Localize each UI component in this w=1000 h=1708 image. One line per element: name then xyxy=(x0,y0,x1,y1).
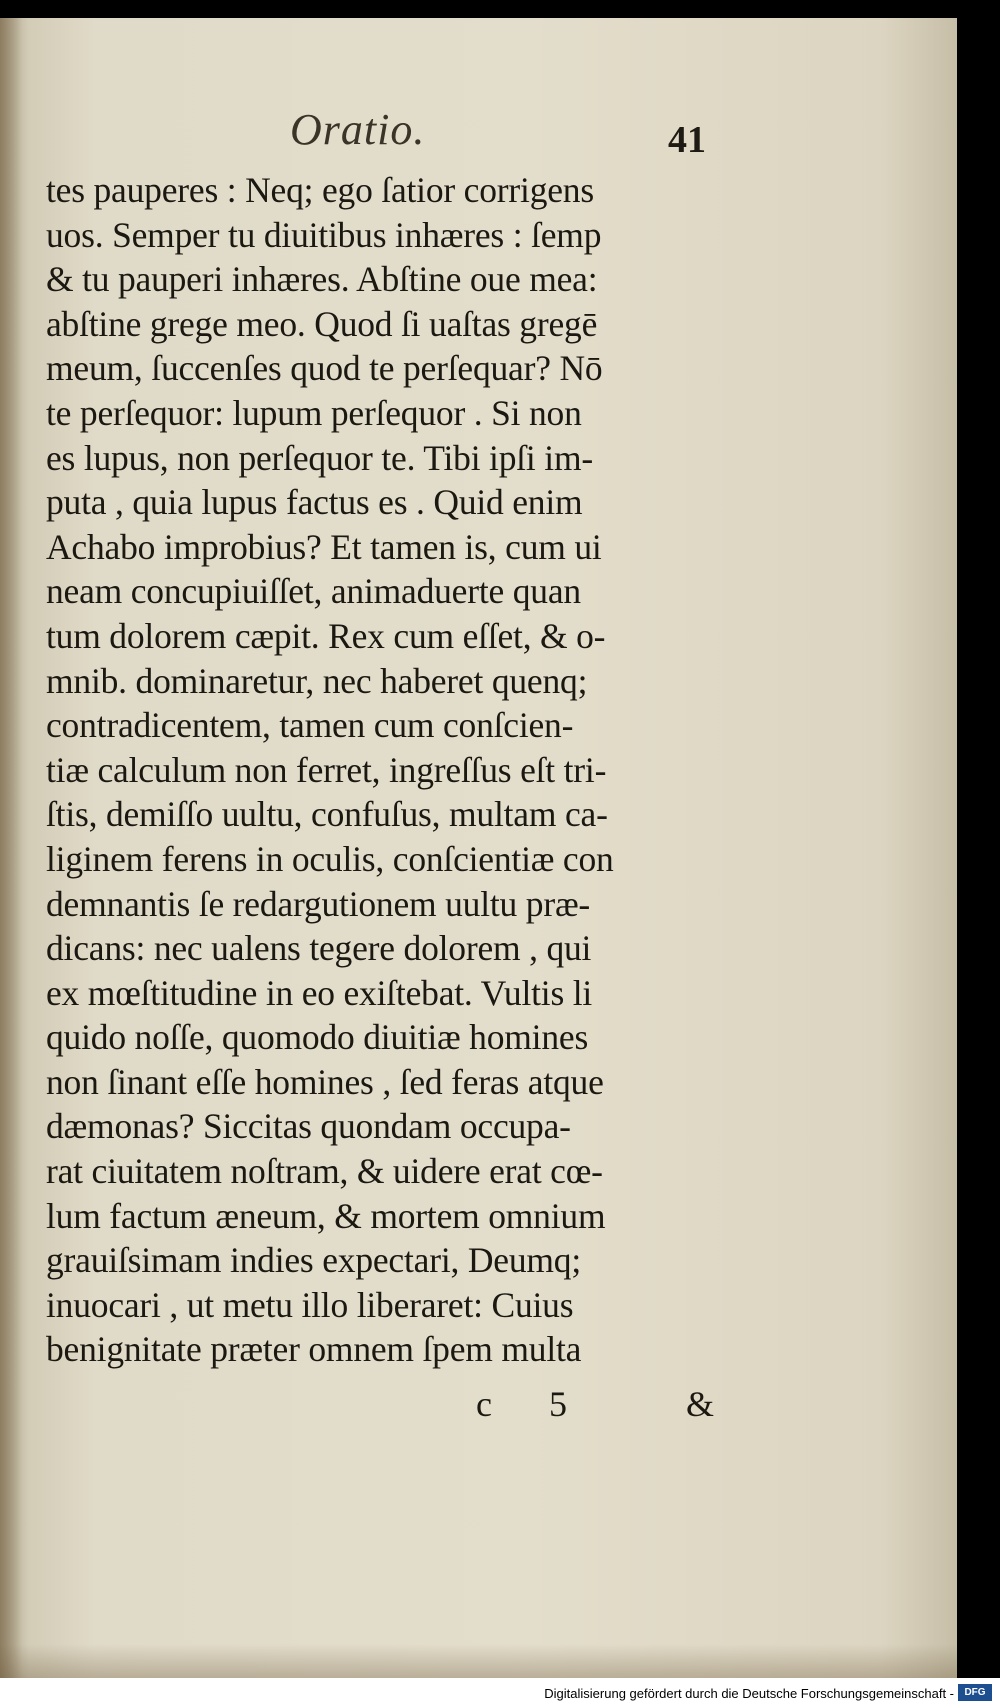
funding-notice: Digitalisierung gefördert durch die Deutsche Forschungsgemeinschaft - xyxy=(544,1686,954,1701)
text-block xyxy=(46,168,736,1372)
dfg-logo: DFG xyxy=(958,1684,992,1701)
text-line: meum, ſuccenſes quod te perſequar? Nō xyxy=(46,348,603,389)
text-line: liginem ferens in oculis, conſcientiæ con xyxy=(46,838,614,879)
signature-mark: c 5 xyxy=(476,1384,591,1424)
text-line: rat ciuitatem noſtram, & uidere erat cœ- xyxy=(46,1151,603,1192)
text-line: contradicentem, tamen cum conſcien- xyxy=(46,705,574,746)
text-line: inuocari , ut metu illo liberaret: Cuius xyxy=(46,1284,574,1325)
text-line: dicans: nec ualens tegere dolorem , qui xyxy=(46,928,592,969)
text-line: dæmonas? Siccitas quondam occupa- xyxy=(46,1106,571,1147)
text-line: abſtine grege meo. Quod ſi uaſtas gregē xyxy=(46,303,598,344)
text-line: es lupus, non perſequor te. Tibi ipſi im- xyxy=(46,437,593,478)
text-line: grauiſsimam indies expectari, Deumq; xyxy=(46,1240,582,1281)
text-line: benignitate præter omnem ſpem multa xyxy=(46,1329,582,1370)
text-line: quido noſſe, quomodo diuitiæ homines xyxy=(46,1017,589,1058)
text-line: mnib. dominaretur, nec haberet quenq; xyxy=(46,660,588,701)
text-line: puta , quia lupus factus es . Quid enim xyxy=(46,482,583,523)
text-line: neam concupiuiſſet, animaduerte quan xyxy=(46,571,581,612)
footer-bar xyxy=(0,1678,1000,1708)
text-line: tes pauperes : Neq; ego ſatior corrigens xyxy=(46,170,594,210)
book-page xyxy=(0,18,957,1678)
text-line: lum factum æneum, & mortem omnium xyxy=(46,1195,606,1236)
catchword: & xyxy=(686,1384,715,1424)
text-line: & tu pauperi inhæres. Abſtine oue mea: xyxy=(46,259,598,300)
page-number: 41 xyxy=(668,119,706,161)
text-line: non ſinant eſſe homines , ſed feras atque xyxy=(46,1061,604,1102)
text-line: uos. Semper tu diuitibus inhæres : ſemp xyxy=(46,214,602,255)
text-line: ex mœſtitudine in eo exiſtebat. Vultis li xyxy=(46,972,593,1013)
text-line: ſtis, demiſſo uultu, confuſus, multam ca- xyxy=(46,794,608,835)
text-line: tum dolorem cæpit. Rex cum eſſet, & o- xyxy=(46,615,606,656)
text-line: demnantis ſe redargutionem uultu præ- xyxy=(46,883,591,924)
running-head: Oratio. xyxy=(290,105,426,154)
page-shadow xyxy=(0,1644,957,1678)
text-line: te perſequor: lupum perſequor . Si non xyxy=(46,392,582,433)
text-line: tiæ calculum non ferret, ingreſſus eſt tri- xyxy=(46,749,607,790)
text-line: Achabo improbius? Et tamen is, cum ui xyxy=(46,526,602,567)
